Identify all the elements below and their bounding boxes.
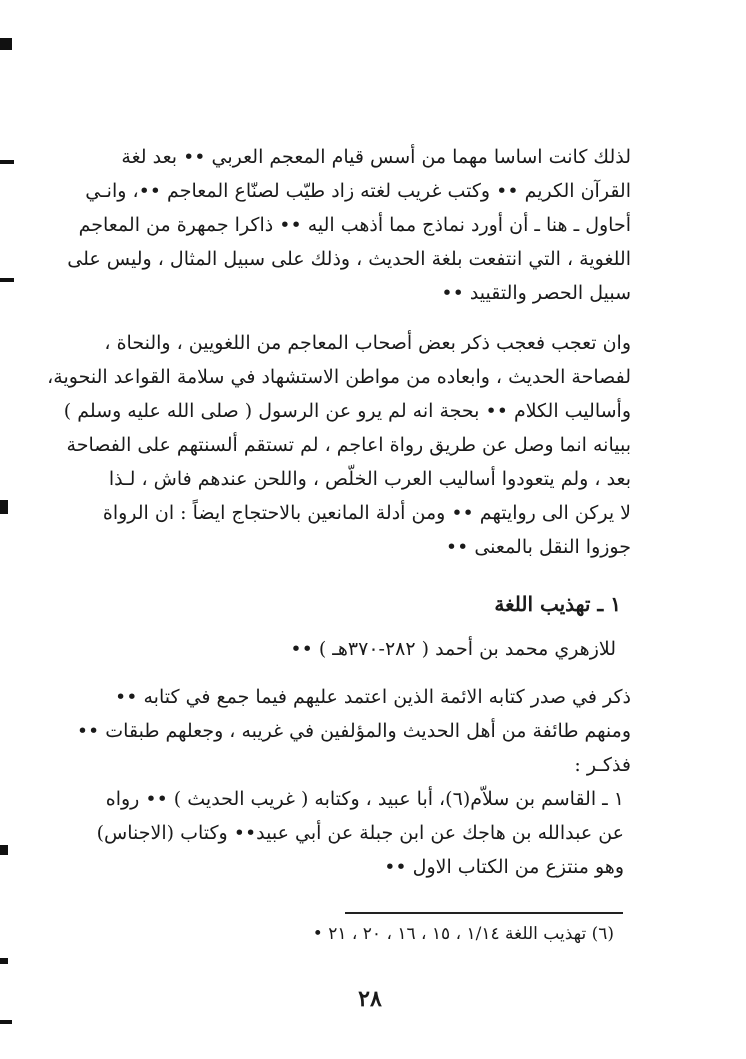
footnote-divider xyxy=(345,912,623,914)
text-line: سبيل الحصر والتقييد •• xyxy=(441,282,631,304)
section-heading: ١ ـ تهذيب اللغة xyxy=(494,592,621,616)
text-line: أحاول ـ هنا ـ أن أورد نماذج مما أذهب اليه •• ذاكرا جمهرة من المعاجم xyxy=(78,214,631,236)
scan-edge-mark xyxy=(0,38,12,50)
scan-edge-mark xyxy=(0,500,8,514)
text-line: لا يركن الى روايتهم •• ومن أدلة المانعين بالاحتجاج ايضاً : ان الرواة xyxy=(102,502,631,524)
text-line: ومنهم طائفة من أهل الحديث والمؤلفين في غريبه ، وجعلهم طبقات •• xyxy=(76,720,631,742)
text-line: عن عبدالله بن هاجك عن ابن جبلة عن أبي عبيد•• وكتاب (الاجناس) xyxy=(96,822,624,844)
scan-edge-mark xyxy=(0,845,8,855)
text-line: ١ ـ القاسم بن سلاّم(٦)، أبا عبيد ، وكتابه ( غريب الحديث ) •• رواه xyxy=(105,788,624,810)
text-line: وان تعجب فعجب ذكر بعض أصحاب المعاجم من اللغويين ، والنحاة ، xyxy=(104,332,631,354)
text-line: ذكر في صدر كتابه الائمة الذين اعتمد عليهم فيما جمع في كتابه •• xyxy=(115,686,631,708)
footnote: (٦) تهذيب اللغة ١/١٤ ، ١٥ ، ١٦ ، ٢٠ ، ٢١ • xyxy=(312,924,614,944)
second-paragraph xyxy=(47,326,631,564)
text-line: القرآن الكريم •• وكتب غريب لغته زاد طيّب لصنّاع المعاجم ••، وانـي xyxy=(85,180,631,202)
text-line: لذلك كانت اساسا مهما من أسس قيام المعجم العربي •• بعد لغة xyxy=(121,146,631,168)
text-line: ببيانه انما وصل عن طريق رواة اعاجم ، لم تستقم ألسنتهم على الفصاحة xyxy=(66,434,631,456)
text-line: جوزوا النقل بالمعنى •• xyxy=(445,536,631,558)
list-item-paragraph xyxy=(96,782,624,884)
third-paragraph xyxy=(76,680,631,782)
scan-edge-mark xyxy=(0,278,14,282)
text-line: وأساليب الكلام •• بحجة انه لم يرو عن الرسول ( صلى الله عليه وسلم ) xyxy=(63,400,631,422)
text-line: اللغوية ، التي انتفعت بلغة الحديث ، وذلك على سبيل المثال ، وليس على xyxy=(67,248,631,270)
intro-paragraph xyxy=(67,140,631,310)
scan-edge-mark xyxy=(0,958,8,964)
scan-edge-mark xyxy=(0,1020,12,1024)
author-subheading: للازهري محمد بن أحمد ( ٢٨٢-٣٧٠هـ ) •• xyxy=(290,638,616,660)
text-line: لفصاحة الحديث ، وابعاده من مواطن الاستشهاد في سلامة القواعد النحوية، xyxy=(47,366,631,388)
page-number: ٢٨ xyxy=(358,986,382,1012)
text-line: وهو منتزع من الكتاب الاول •• xyxy=(384,856,624,878)
text-line: فذكـر : xyxy=(574,754,631,776)
scan-edge-mark xyxy=(0,160,14,164)
text-line: بعد ، ولم يتعودوا أساليب العرب الخلّص ، واللحن عندهم فاش ، لـذا xyxy=(108,468,631,490)
